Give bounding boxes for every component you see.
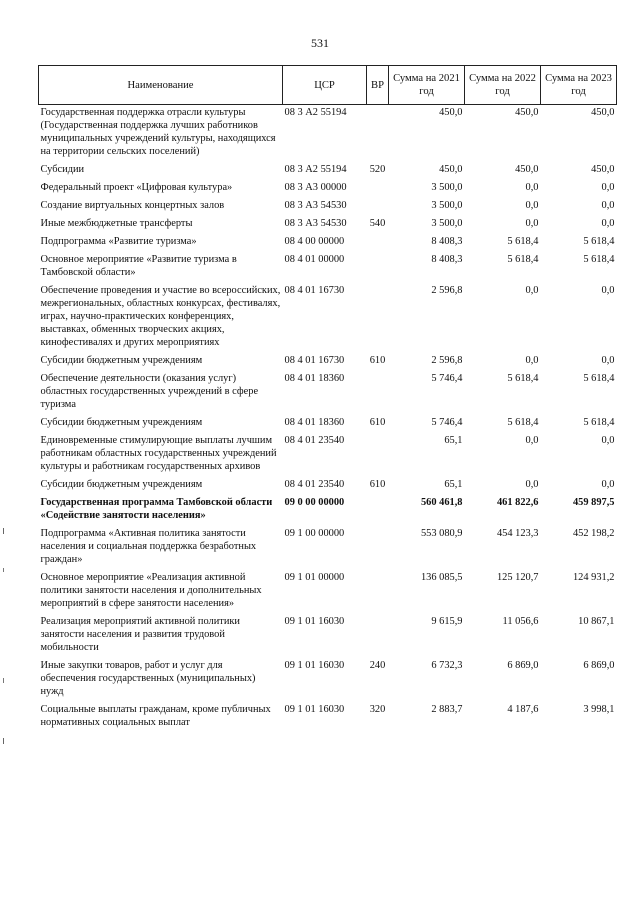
row-sum-2021: 2 596,8 — [431, 355, 463, 366]
row-name: Иные межбюджетные трансферты — [40, 218, 193, 229]
row-name: Субсидии — [40, 164, 85, 175]
header-sum-2022: Сумма на 2022 год — [465, 66, 541, 105]
row-sum-2023: 124 931,2 — [572, 572, 615, 583]
row-sum-2022: 5 618,4 — [507, 254, 539, 265]
table-row — [39, 702, 617, 733]
row-sum-2021: 9 615,9 — [431, 616, 463, 627]
row-name: Государственная поддержка отрасли культуры (Государственная поддержка лучших работников муниципальных учреждений культуры, находящихся на территории сельских поселений) — [40, 107, 276, 157]
row-sum-2023: 0,0 — [601, 285, 615, 296]
row-sum-2023: 5 618,4 — [583, 236, 615, 247]
row-sum-2023: 10 867,1 — [578, 616, 615, 627]
table-row — [39, 353, 617, 371]
row-vr-code: 610 — [369, 479, 386, 490]
row-sum-2021: 8 408,3 — [431, 236, 463, 247]
row-csr-code: 09 1 01 00000 — [284, 572, 345, 583]
row-name: Иные закупки товаров, работ и услуг для обеспечения государственных (муниципальных) нужд — [40, 660, 256, 697]
row-csr-code: 08 3 А2 55194 — [284, 107, 347, 118]
row-vr-code — [367, 283, 389, 353]
header-sum-2023: Сумма на 2023 год — [541, 66, 617, 105]
table-row — [39, 234, 617, 252]
row-name: Основное мероприятие «Реализация активной политики занятости населения и дополнительных мероприятий в сфере занятости населения» — [40, 572, 262, 609]
row-vr-code — [367, 614, 389, 658]
row-sum-2023: 450,0 — [591, 107, 615, 118]
table-row — [39, 477, 617, 495]
row-sum-2023: 5 618,4 — [583, 254, 615, 265]
row-vr-code: 520 — [369, 164, 386, 175]
row-name: Подпрограмма «Активная политика занятости населения и социальная поддержка безработных граждан» — [40, 528, 257, 565]
row-vr-code: 320 — [369, 704, 386, 715]
row-name: Государственная программа Тамбовской области «Содействие занятости населения» — [40, 497, 273, 521]
row-sum-2022: 0,0 — [525, 182, 539, 193]
row-csr-code: 08 4 01 16730 — [284, 285, 345, 296]
row-sum-2023: 0,0 — [601, 479, 615, 490]
table-row — [39, 216, 617, 234]
header-name: Наименование — [39, 66, 283, 105]
table-body — [39, 105, 617, 734]
row-vr-code: 540 — [369, 218, 386, 229]
row-sum-2022: 4 187,6 — [507, 704, 539, 715]
row-sum-2023: 459 897,5 — [572, 497, 615, 508]
row-sum-2021: 450,0 — [439, 107, 463, 118]
row-vr-code: 610 — [369, 417, 386, 428]
header-sum-2021: Сумма на 2021 год — [389, 66, 465, 105]
table-row — [39, 180, 617, 198]
row-csr-code: 08 4 01 18360 — [284, 417, 345, 428]
header-csr: ЦСР — [283, 66, 367, 105]
row-sum-2022: 5 618,4 — [507, 373, 539, 384]
row-csr-code: 09 1 00 00000 — [284, 528, 345, 539]
row-csr-code: 08 3 А2 55194 — [284, 164, 347, 175]
row-name: Обеспечение проведения и участие во всероссийских, межрегиональных, областных конкурсах, фестивалях, играх, научно-практических конференциях, выставках, обменных творческих акциях, кинофестивалях и других мероприятиях — [40, 285, 281, 348]
row-name: Обеспечение деятельности (оказания услуг) областных государственных учреждений в сфере туризма — [40, 373, 259, 410]
table-row — [39, 105, 617, 163]
row-sum-2023: 450,0 — [591, 164, 615, 175]
row-csr-code: 08 3 А3 54530 — [284, 200, 347, 211]
row-sum-2022: 0,0 — [525, 435, 539, 446]
row-sum-2023: 0,0 — [601, 200, 615, 211]
row-sum-2022: 450,0 — [515, 164, 539, 175]
row-sum-2022: 125 120,7 — [496, 572, 539, 583]
row-csr-code: 09 1 01 16030 — [284, 660, 345, 671]
row-sum-2023: 0,0 — [601, 182, 615, 193]
row-sum-2023: 0,0 — [601, 435, 615, 446]
row-vr-code: 240 — [369, 660, 386, 671]
row-csr-code: 08 3 А3 00000 — [284, 182, 347, 193]
scan-edge-marks — [2, 528, 6, 748]
row-sum-2022: 11 056,6 — [502, 616, 539, 627]
row-sum-2022: 461 822,6 — [496, 497, 539, 508]
row-sum-2021: 560 461,8 — [420, 497, 463, 508]
row-sum-2022: 454 123,3 — [496, 528, 539, 539]
row-sum-2021: 136 085,5 — [420, 572, 463, 583]
row-sum-2021: 553 080,9 — [420, 528, 463, 539]
table-row — [39, 614, 617, 658]
header-vr: ВР — [367, 66, 389, 105]
row-name: Субсидии бюджетным учреждениям — [40, 355, 203, 366]
row-sum-2021: 2 596,8 — [431, 285, 463, 296]
row-sum-2022: 450,0 — [515, 107, 539, 118]
page-number: 531 — [311, 36, 329, 50]
row-csr-code: 08 4 01 00000 — [284, 254, 345, 265]
row-name: Социальные выплаты гражданам, кроме публичных нормативных социальных выплат — [40, 704, 271, 728]
row-csr-code: 08 3 А3 54530 — [284, 218, 347, 229]
row-sum-2021: 5 746,4 — [431, 417, 463, 428]
row-vr-code — [367, 180, 389, 198]
row-sum-2022: 0,0 — [525, 479, 539, 490]
row-sum-2022: 0,0 — [525, 200, 539, 211]
row-sum-2023: 0,0 — [601, 218, 615, 229]
row-sum-2021: 2 883,7 — [431, 704, 463, 715]
table-row — [39, 283, 617, 353]
table-row — [39, 371, 617, 415]
row-sum-2023: 3 998,1 — [583, 704, 615, 715]
row-sum-2021: 450,0 — [439, 164, 463, 175]
row-sum-2023: 5 618,4 — [583, 373, 615, 384]
row-csr-code: 08 4 01 23540 — [284, 479, 345, 490]
row-csr-code: 08 4 01 23540 — [284, 435, 345, 446]
row-csr-code: 09 0 00 00000 — [284, 497, 345, 508]
row-name: Федеральный проект «Цифровая культура» — [40, 182, 233, 193]
row-sum-2021: 3 500,0 — [431, 200, 463, 211]
table-row — [39, 198, 617, 216]
row-sum-2021: 5 746,4 — [431, 373, 463, 384]
row-sum-2021: 3 500,0 — [431, 182, 463, 193]
row-name: Субсидии бюджетным учреждениям — [40, 417, 203, 428]
row-sum-2023: 452 198,2 — [572, 528, 615, 539]
row-name: Субсидии бюджетным учреждениям — [40, 479, 203, 490]
table-row — [39, 526, 617, 570]
row-vr-code: 610 — [369, 355, 386, 366]
row-vr-code — [367, 234, 389, 252]
row-vr-code — [367, 371, 389, 415]
table-row — [39, 433, 617, 477]
table-row — [39, 495, 617, 526]
row-sum-2023: 6 869,0 — [583, 660, 615, 671]
row-vr-code — [367, 252, 389, 283]
row-vr-code — [367, 198, 389, 216]
row-vr-code — [367, 495, 389, 526]
table-row — [39, 570, 617, 614]
row-sum-2021: 65,1 — [444, 435, 463, 446]
row-name: Подпрограмма «Развитие туризма» — [40, 236, 197, 247]
table-row — [39, 162, 617, 180]
row-sum-2023: 5 618,4 — [583, 417, 615, 428]
row-sum-2022: 5 618,4 — [507, 236, 539, 247]
row-vr-code — [367, 570, 389, 614]
row-sum-2021: 8 408,3 — [431, 254, 463, 265]
row-sum-2021: 65,1 — [444, 479, 463, 490]
row-sum-2022: 0,0 — [525, 285, 539, 296]
row-vr-code — [367, 433, 389, 477]
row-name: Единовременные стимулирующие выплаты лучшим работникам областных государственных учреждений культуры и работникам государственных архивов — [40, 435, 277, 472]
row-sum-2022: 0,0 — [525, 355, 539, 366]
row-vr-code — [367, 105, 389, 163]
budget-table — [38, 65, 617, 733]
row-sum-2022: 6 869,0 — [507, 660, 539, 671]
row-csr-code: 08 4 00 00000 — [284, 236, 345, 247]
row-csr-code: 09 1 01 16030 — [284, 616, 345, 627]
row-sum-2021: 3 500,0 — [431, 218, 463, 229]
row-csr-code: 08 4 01 18360 — [284, 373, 345, 384]
row-sum-2023: 0,0 — [601, 355, 615, 366]
row-name: Создание виртуальных концертных залов — [40, 200, 225, 211]
row-name: Основное мероприятие «Развитие туризма в Тамбовской области» — [40, 254, 237, 278]
table-row — [39, 415, 617, 433]
row-csr-code: 08 4 01 16730 — [284, 355, 345, 366]
row-csr-code: 09 1 01 16030 — [284, 704, 345, 715]
table-row — [39, 658, 617, 702]
row-vr-code — [367, 526, 389, 570]
table-row — [39, 252, 617, 283]
row-sum-2022: 0,0 — [525, 218, 539, 229]
row-sum-2022: 5 618,4 — [507, 417, 539, 428]
table-header — [39, 66, 617, 105]
row-sum-2021: 6 732,3 — [431, 660, 463, 671]
row-name: Реализация мероприятий активной политики занятости населения и развития трудовой мобильности — [40, 616, 240, 653]
